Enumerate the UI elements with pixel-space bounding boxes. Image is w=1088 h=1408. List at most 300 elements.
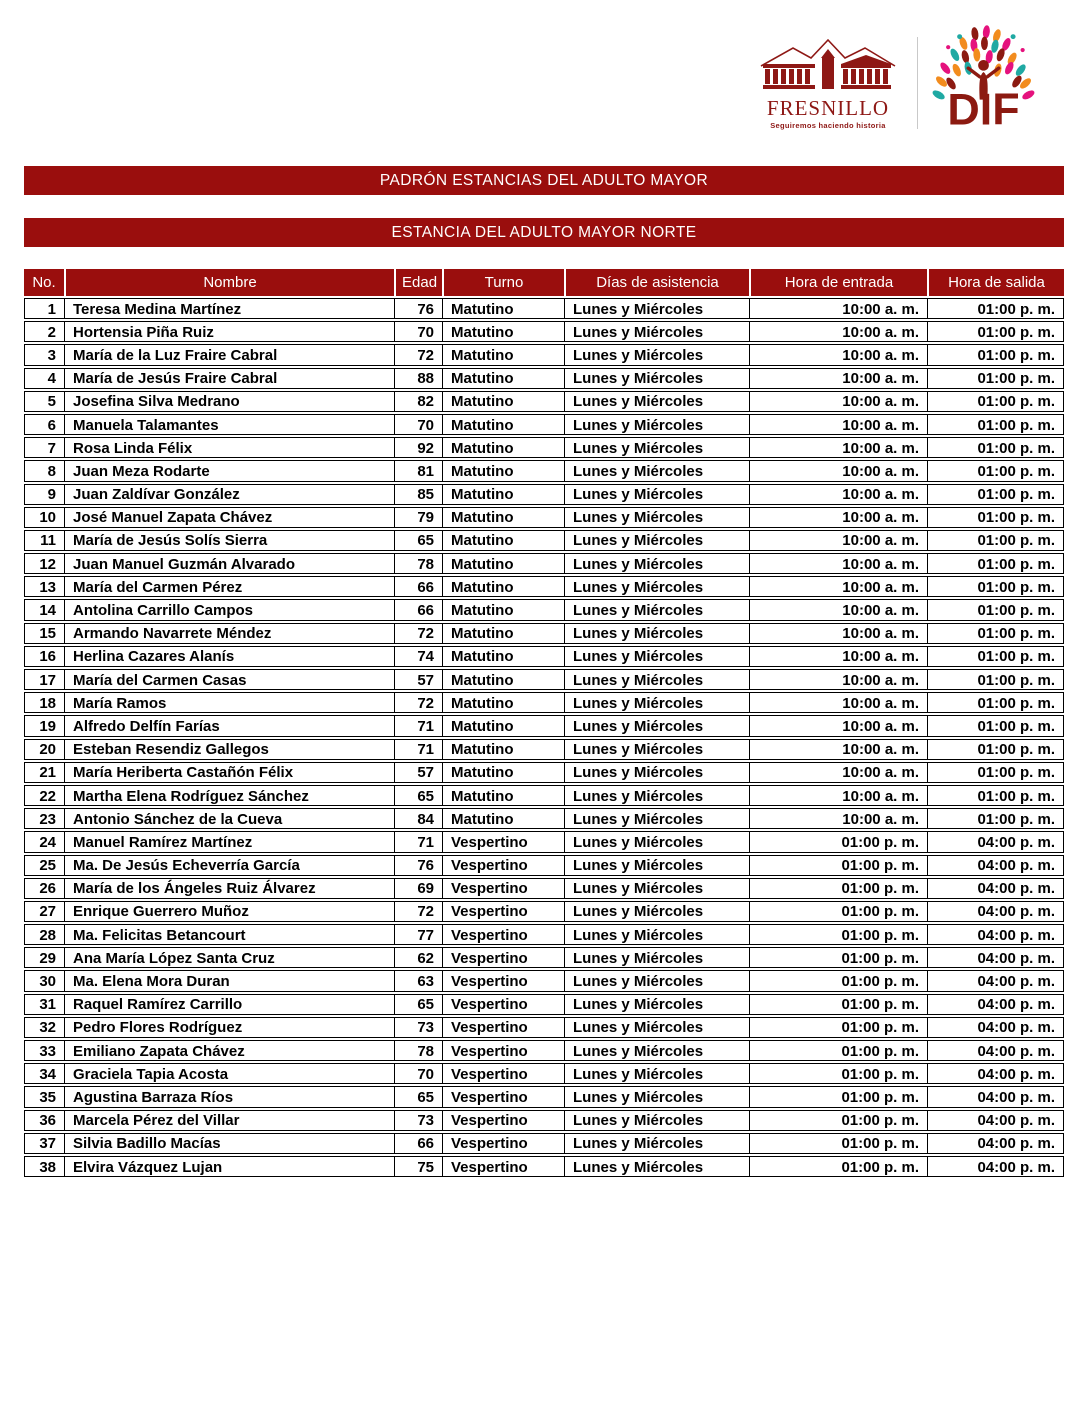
table-cell: 72 [394, 344, 442, 365]
table-cell: 10 [24, 507, 64, 528]
table-row [24, 484, 1064, 505]
table-cell: 78 [394, 1040, 442, 1061]
table-cell: Matutino [442, 762, 564, 783]
column-header-edad: Edad [394, 269, 442, 296]
table-cell: Lunes y Miércoles [564, 831, 749, 852]
table-row [24, 460, 1064, 481]
subtitle-banner [24, 218, 1064, 247]
table-row [24, 855, 1064, 876]
table-cell: 28 [24, 924, 64, 945]
table-row [24, 901, 1064, 922]
table-cell: María Ramos [64, 692, 394, 713]
table-cell: 25 [24, 855, 64, 876]
table-cell: 01:00 p. m. [927, 715, 1064, 736]
table-cell: Lunes y Miércoles [564, 646, 749, 667]
table-cell: 65 [394, 530, 442, 551]
table-cell: Matutino [442, 808, 564, 829]
table-cell: 36 [24, 1110, 64, 1131]
table-cell: Antolina Carrillo Campos [64, 599, 394, 620]
table-cell: Rosa Linda Félix [64, 437, 394, 458]
table-header-row [24, 269, 1064, 296]
table-cell: 01:00 p. m. [927, 368, 1064, 389]
table-cell: 73 [394, 1110, 442, 1131]
table-cell: 75 [394, 1156, 442, 1177]
table-cell: Lunes y Miércoles [564, 368, 749, 389]
table-cell: Lunes y Miércoles [564, 855, 749, 876]
table-row [24, 994, 1064, 1015]
table-cell: Lunes y Miércoles [564, 994, 749, 1015]
table-cell: 01:00 p. m. [927, 507, 1064, 528]
table-cell: Agustina Barraza Ríos [64, 1086, 394, 1107]
fresnillo-building-icon [753, 36, 903, 92]
table-cell: 10:00 a. m. [749, 391, 927, 412]
table-cell: Juan Zaldívar González [64, 484, 394, 505]
table-row [24, 298, 1064, 319]
table-cell: Lunes y Miércoles [564, 924, 749, 945]
table-cell: Lunes y Miércoles [564, 460, 749, 481]
table-cell: 01:00 p. m. [927, 762, 1064, 783]
table-cell: Lunes y Miércoles [564, 344, 749, 365]
table-cell: 01:00 p. m. [927, 669, 1064, 690]
table-cell: Emiliano Zapata Chávez [64, 1040, 394, 1061]
table-cell: 65 [394, 785, 442, 806]
table-cell: 01:00 p. m. [749, 1017, 927, 1038]
table-cell: 01:00 p. m. [927, 437, 1064, 458]
table-cell: 04:00 p. m. [927, 1086, 1064, 1107]
table-cell: 7 [24, 437, 64, 458]
table-cell: 01:00 p. m. [927, 739, 1064, 760]
table-cell: Matutino [442, 391, 564, 412]
table-cell: 71 [394, 715, 442, 736]
table-cell: 81 [394, 460, 442, 481]
table-cell: 23 [24, 808, 64, 829]
table-cell: 01:00 p. m. [927, 460, 1064, 481]
subtitle-text: ESTANCIA DEL ADULTO MAYOR NORTE [391, 223, 697, 241]
table-cell: 01:00 p. m. [927, 484, 1064, 505]
table-cell: 01:00 p. m. [749, 1133, 927, 1154]
table-cell: 66 [394, 576, 442, 597]
table-cell: Vespertino [442, 878, 564, 899]
table-cell: 10:00 a. m. [749, 646, 927, 667]
table-cell: Lunes y Miércoles [564, 1017, 749, 1038]
table-cell: Vespertino [442, 994, 564, 1015]
table-cell: 82 [394, 391, 442, 412]
table-cell: Silvia Badillo Macías [64, 1133, 394, 1154]
table-cell: María del Carmen Pérez [64, 576, 394, 597]
table-cell: 31 [24, 994, 64, 1015]
table-cell: 10:00 a. m. [749, 669, 927, 690]
table-row [24, 391, 1064, 412]
table-cell: 34 [24, 1063, 64, 1084]
table-cell: Lunes y Miércoles [564, 391, 749, 412]
table-row [24, 878, 1064, 899]
table-cell: 01:00 p. m. [749, 1110, 927, 1131]
table-cell: 5 [24, 391, 64, 412]
table-cell: 85 [394, 484, 442, 505]
table-cell: Lunes y Miércoles [564, 623, 749, 644]
table-cell: 10:00 a. m. [749, 298, 927, 319]
table-cell: 29 [24, 947, 64, 968]
table-cell: Matutino [442, 576, 564, 597]
table-row [24, 507, 1064, 528]
table-row [24, 739, 1064, 760]
table-cell: 8 [24, 460, 64, 481]
table-cell: 70 [394, 414, 442, 435]
table-row [24, 553, 1064, 574]
table-cell: 38 [24, 1156, 64, 1177]
table-cell: Matutino [442, 599, 564, 620]
table-cell: 10:00 a. m. [749, 599, 927, 620]
table-cell: 2 [24, 321, 64, 342]
table-cell: 01:00 p. m. [927, 808, 1064, 829]
table-cell: Teresa Medina Martínez [64, 298, 394, 319]
table-cell: 01:00 p. m. [749, 924, 927, 945]
table-cell: 10:00 a. m. [749, 530, 927, 551]
table-cell: 72 [394, 901, 442, 922]
table-cell: 10:00 a. m. [749, 344, 927, 365]
table-row [24, 1110, 1064, 1131]
fresnillo-logo [752, 36, 904, 130]
table-cell: 84 [394, 808, 442, 829]
table-cell: 10:00 a. m. [749, 414, 927, 435]
table-cell: 04:00 p. m. [927, 970, 1064, 991]
table-cell: 62 [394, 947, 442, 968]
table-cell: Lunes y Miércoles [564, 1086, 749, 1107]
table-cell: 10:00 a. m. [749, 507, 927, 528]
table-cell: 10:00 a. m. [749, 692, 927, 713]
table-cell: 11 [24, 530, 64, 551]
table-row [24, 1063, 1064, 1084]
table-cell: 66 [394, 599, 442, 620]
table-cell: Ma. Felicitas Betancourt [64, 924, 394, 945]
table-cell: Lunes y Miércoles [564, 878, 749, 899]
table-cell: Esteban Resendiz Gallegos [64, 739, 394, 760]
table-cell: María de la Luz Fraire Cabral [64, 344, 394, 365]
table-cell: 01:00 p. m. [927, 646, 1064, 667]
table-cell: Lunes y Miércoles [564, 762, 749, 783]
table-cell: 01:00 p. m. [927, 344, 1064, 365]
table-cell: Lunes y Miércoles [564, 414, 749, 435]
table-cell: 04:00 p. m. [927, 1063, 1064, 1084]
table-row [24, 692, 1064, 713]
table-row [24, 437, 1064, 458]
table-cell: 78 [394, 553, 442, 574]
table-cell: 79 [394, 507, 442, 528]
column-header-nombre: Nombre [64, 269, 394, 296]
table-cell: 10:00 a. m. [749, 553, 927, 574]
table-cell: 69 [394, 878, 442, 899]
table-cell: 65 [394, 1086, 442, 1107]
column-header-no: No. [24, 269, 64, 296]
table-cell: 01:00 p. m. [927, 553, 1064, 574]
table-cell: 04:00 p. m. [927, 855, 1064, 876]
table-cell: 14 [24, 599, 64, 620]
table-cell: 04:00 p. m. [927, 1133, 1064, 1154]
table-cell: Matutino [442, 692, 564, 713]
table-cell: Vespertino [442, 1040, 564, 1061]
table-cell: Marcela Pérez del Villar [64, 1110, 394, 1131]
dif-logo [931, 25, 1036, 140]
table-cell: 04:00 p. m. [927, 947, 1064, 968]
main-title-text: PADRÓN ESTANCIAS DEL ADULTO MAYOR [379, 171, 709, 189]
table-cell: 72 [394, 692, 442, 713]
table-cell: 04:00 p. m. [927, 1156, 1064, 1177]
table-cell: 10:00 a. m. [749, 368, 927, 389]
table-cell: 66 [394, 1133, 442, 1154]
table-cell: Lunes y Miércoles [564, 1110, 749, 1131]
table-cell: 76 [394, 855, 442, 876]
table-cell: 01:00 p. m. [749, 831, 927, 852]
table-cell: 01:00 p. m. [749, 901, 927, 922]
table-cell: Lunes y Miércoles [564, 1040, 749, 1061]
table-cell: 57 [394, 669, 442, 690]
table-cell: 35 [24, 1086, 64, 1107]
table-cell: 10:00 a. m. [749, 808, 927, 829]
table-cell: Matutino [442, 321, 564, 342]
column-header-turno: Turno [442, 269, 564, 296]
table-cell: 19 [24, 715, 64, 736]
table-cell: Ma. Elena Mora Duran [64, 970, 394, 991]
table-row [24, 344, 1064, 365]
table-cell: 9 [24, 484, 64, 505]
table-cell: Lunes y Miércoles [564, 901, 749, 922]
table-cell: 1 [24, 298, 64, 319]
table-row [24, 321, 1064, 342]
table-cell: 04:00 p. m. [927, 831, 1064, 852]
table-cell: Juan Meza Rodarte [64, 460, 394, 481]
table-cell: 16 [24, 646, 64, 667]
table-cell: Lunes y Miércoles [564, 785, 749, 806]
table-cell: 01:00 p. m. [749, 970, 927, 991]
fresnillo-wordmark: FRESNILLO [766, 95, 890, 120]
table-cell: Matutino [442, 484, 564, 505]
table-cell: Manuel Ramírez Martínez [64, 831, 394, 852]
table-row [24, 762, 1064, 783]
table-cell: 10:00 a. m. [749, 623, 927, 644]
table-cell: María de Jesús Solís Sierra [64, 530, 394, 551]
table-cell: José Manuel Zapata Chávez [64, 507, 394, 528]
table-cell: Matutino [442, 344, 564, 365]
table-cell: Ana María López Santa Cruz [64, 947, 394, 968]
table-cell: 01:00 p. m. [927, 599, 1064, 620]
table-cell: Vespertino [442, 924, 564, 945]
table-cell: 10:00 a. m. [749, 739, 927, 760]
table-cell: Matutino [442, 414, 564, 435]
table-cell: 33 [24, 1040, 64, 1061]
table-row [24, 1040, 1064, 1061]
table-cell: Vespertino [442, 970, 564, 991]
table-cell: 72 [394, 623, 442, 644]
table-cell: 04:00 p. m. [927, 1110, 1064, 1131]
column-header-salida: Hora de salida [927, 269, 1064, 296]
logo-divider [917, 37, 918, 129]
dif-tree-icon [931, 25, 1036, 140]
table-cell: 04:00 p. m. [927, 901, 1064, 922]
table-cell: 01:00 p. m. [749, 855, 927, 876]
table-cell: Vespertino [442, 1110, 564, 1131]
table-cell: María de los Ángeles Ruiz Álvarez [64, 878, 394, 899]
table-cell: Enrique Guerrero Muñoz [64, 901, 394, 922]
table-cell: 22 [24, 785, 64, 806]
table-row [24, 576, 1064, 597]
table-row [24, 970, 1064, 991]
table-cell: 3 [24, 344, 64, 365]
table-cell: 4 [24, 368, 64, 389]
table-row [24, 924, 1064, 945]
roster-table-container [24, 267, 1064, 1179]
table-cell: Lunes y Miércoles [564, 599, 749, 620]
table-cell: 01:00 p. m. [927, 692, 1064, 713]
table-cell: Vespertino [442, 947, 564, 968]
table-cell: 10:00 a. m. [749, 715, 927, 736]
table-cell: Matutino [442, 715, 564, 736]
table-cell: 18 [24, 692, 64, 713]
table-cell: Matutino [442, 368, 564, 389]
table-cell: Matutino [442, 460, 564, 481]
table-cell: Lunes y Miércoles [564, 507, 749, 528]
table-cell: 10:00 a. m. [749, 321, 927, 342]
table-cell: Lunes y Miércoles [564, 970, 749, 991]
table-cell: Matutino [442, 739, 564, 760]
table-cell: Matutino [442, 646, 564, 667]
table-row [24, 808, 1064, 829]
table-row [24, 785, 1064, 806]
table-cell: Vespertino [442, 1156, 564, 1177]
table-cell: Lunes y Miércoles [564, 484, 749, 505]
table-cell: 70 [394, 321, 442, 342]
table-cell: Armando Navarrete Méndez [64, 623, 394, 644]
table-cell: 01:00 p. m. [749, 878, 927, 899]
roster-table [24, 267, 1064, 1179]
table-cell: 04:00 p. m. [927, 878, 1064, 899]
table-row [24, 646, 1064, 667]
dif-wordmark: DIF [947, 83, 1020, 135]
column-header-entrada: Hora de entrada [749, 269, 927, 296]
table-row [24, 831, 1064, 852]
table-cell: 10:00 a. m. [749, 576, 927, 597]
table-cell: 20 [24, 739, 64, 760]
table-cell: Vespertino [442, 855, 564, 876]
logo-header [752, 25, 1036, 140]
table-cell: 04:00 p. m. [927, 994, 1064, 1015]
table-cell: 21 [24, 762, 64, 783]
table-cell: Lunes y Miércoles [564, 298, 749, 319]
table-cell: Josefina Silva Medrano [64, 391, 394, 412]
table-cell: Lunes y Miércoles [564, 808, 749, 829]
table-cell: Lunes y Miércoles [564, 1156, 749, 1177]
table-row [24, 1133, 1064, 1154]
table-cell: 10:00 a. m. [749, 460, 927, 481]
table-cell: Vespertino [442, 1063, 564, 1084]
table-cell: 63 [394, 970, 442, 991]
table-cell: Lunes y Miércoles [564, 530, 749, 551]
table-cell: 12 [24, 553, 64, 574]
table-cell: Lunes y Miércoles [564, 1133, 749, 1154]
table-cell: María Heriberta Castañón Félix [64, 762, 394, 783]
table-cell: Lunes y Miércoles [564, 437, 749, 458]
table-row [24, 1017, 1064, 1038]
table-cell: 73 [394, 1017, 442, 1038]
table-cell: 27 [24, 901, 64, 922]
main-title-banner [24, 166, 1064, 195]
table-cell: 6 [24, 414, 64, 435]
table-cell: 01:00 p. m. [927, 414, 1064, 435]
table-cell: 01:00 p. m. [749, 1040, 927, 1061]
table-cell: Raquel Ramírez Carrillo [64, 994, 394, 1015]
table-cell: María del Carmen Casas [64, 669, 394, 690]
table-cell: Herlina Cazares Alanís [64, 646, 394, 667]
table-cell: 76 [394, 298, 442, 319]
table-cell: 37 [24, 1133, 64, 1154]
table-cell: Matutino [442, 623, 564, 644]
table-cell: 70 [394, 1063, 442, 1084]
table-cell: Lunes y Miércoles [564, 576, 749, 597]
table-cell: Matutino [442, 530, 564, 551]
table-cell: 01:00 p. m. [927, 391, 1064, 412]
fresnillo-tagline: Seguiremos haciendo historia [770, 120, 886, 130]
table-cell: Vespertino [442, 1086, 564, 1107]
table-row [24, 1086, 1064, 1107]
table-cell: 10:00 a. m. [749, 762, 927, 783]
table-cell: Graciela Tapia Acosta [64, 1063, 394, 1084]
table-row [24, 368, 1064, 389]
table-cell: Vespertino [442, 831, 564, 852]
table-cell: 17 [24, 669, 64, 690]
table-cell: 10:00 a. m. [749, 437, 927, 458]
table-cell: Vespertino [442, 1017, 564, 1038]
table-cell: Lunes y Miércoles [564, 692, 749, 713]
table-cell: Juan Manuel Guzmán Alvarado [64, 553, 394, 574]
table-cell: 01:00 p. m. [749, 1086, 927, 1107]
table-row [24, 947, 1064, 968]
table-cell: María de Jesús Fraire Cabral [64, 368, 394, 389]
table-cell: Lunes y Miércoles [564, 1063, 749, 1084]
table-row [24, 623, 1064, 644]
table-row [24, 669, 1064, 690]
table-cell: Pedro Flores Rodríguez [64, 1017, 394, 1038]
table-cell: Matutino [442, 437, 564, 458]
table-cell: Lunes y Miércoles [564, 321, 749, 342]
table-cell: 10:00 a. m. [749, 785, 927, 806]
table-body [24, 298, 1064, 1177]
table-cell: 65 [394, 994, 442, 1015]
table-row [24, 599, 1064, 620]
table-cell: Lunes y Miércoles [564, 669, 749, 690]
table-row [24, 530, 1064, 551]
table-cell: 15 [24, 623, 64, 644]
table-cell: Antonio Sánchez de la Cueva [64, 808, 394, 829]
table-cell: Lunes y Miércoles [564, 947, 749, 968]
table-cell: 88 [394, 368, 442, 389]
table-cell: Matutino [442, 298, 564, 319]
table-cell: Matutino [442, 507, 564, 528]
table-row [24, 1156, 1064, 1177]
table-cell: Lunes y Miércoles [564, 739, 749, 760]
table-cell: 26 [24, 878, 64, 899]
table-cell: Matutino [442, 785, 564, 806]
table-cell: 30 [24, 970, 64, 991]
table-cell: 13 [24, 576, 64, 597]
table-cell: 57 [394, 762, 442, 783]
table-cell: 10:00 a. m. [749, 484, 927, 505]
table-cell: Hortensia Piña Ruiz [64, 321, 394, 342]
table-cell: 01:00 p. m. [749, 1063, 927, 1084]
table-cell: 01:00 p. m. [927, 623, 1064, 644]
table-cell: 01:00 p. m. [749, 947, 927, 968]
table-cell: 01:00 p. m. [927, 321, 1064, 342]
table-cell: Ma. De Jesús Echeverría García [64, 855, 394, 876]
table-cell: 01:00 p. m. [749, 994, 927, 1015]
